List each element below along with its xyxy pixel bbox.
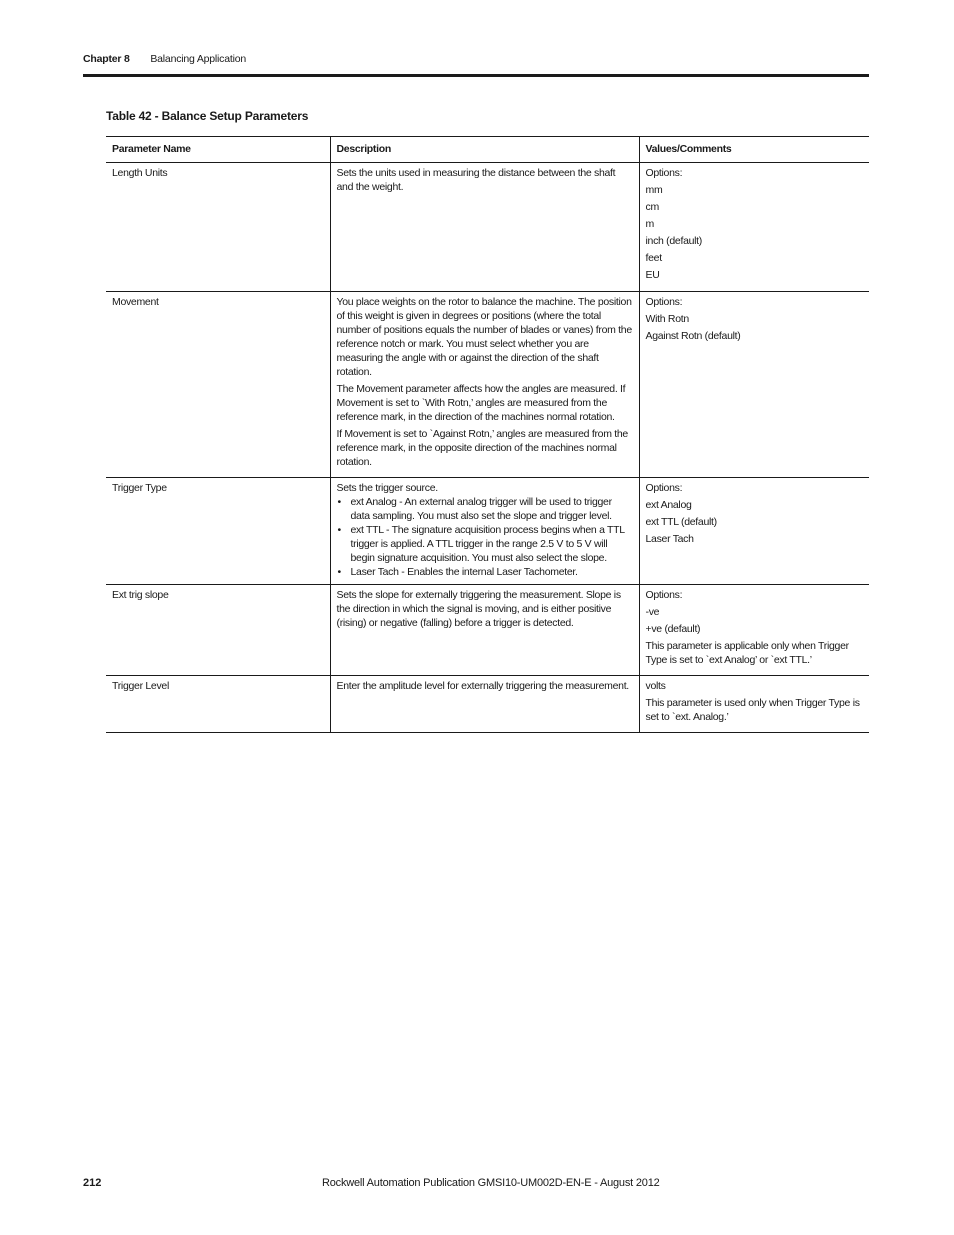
- value-item: Options:: [645, 167, 683, 179]
- value-item: inch (default): [645, 235, 702, 247]
- values-cell: [639, 585, 869, 676]
- parameter-name-cell: Movement: [106, 292, 330, 478]
- value-item: m: [645, 218, 654, 230]
- description-text: If Movement is set to `Against Rotn,’ angles are measured from the reference mark, in the opposite direction of the machines normal rotation.: [336, 428, 628, 468]
- value-item: Laser Tach: [645, 533, 694, 545]
- value-item: EU: [645, 269, 660, 281]
- description-cell: [330, 478, 639, 585]
- value-item: This parameter is applicable only when Trigger Type is set to `ext Analog’ or `ext TTL.’: [645, 640, 849, 666]
- page-number: 212: [83, 1177, 102, 1189]
- balance-setup-parameters-table: [106, 136, 869, 733]
- values-cell: [639, 292, 869, 478]
- bullet-item: • Laser Tach - Enables the internal Laser Tachometer.: [337, 565, 633, 579]
- table-row: [106, 585, 869, 676]
- table-row: [106, 292, 869, 478]
- table-row: [106, 676, 869, 733]
- value-item: Options:: [645, 482, 683, 494]
- values-cell: [639, 163, 869, 292]
- table-row: [106, 478, 869, 585]
- value-item: With Rotn: [645, 313, 689, 325]
- column-header-description: Description: [330, 137, 639, 163]
- table-row: [106, 163, 869, 292]
- value-item: ext TTL (default): [645, 516, 717, 528]
- value-item: cm: [645, 201, 659, 213]
- parameter-name-cell: Ext trig slope: [106, 585, 330, 676]
- table-caption: Table 42 - Balance Setup Parameters: [106, 109, 309, 123]
- value-item: +ve (default): [645, 623, 701, 635]
- running-header: [83, 53, 246, 65]
- value-item: This parameter is used only when Trigger Type is set to `ext. Analog.’: [645, 697, 860, 723]
- parameter-name-cell: Trigger Type: [106, 478, 330, 585]
- value-item: feet: [645, 252, 662, 264]
- description-cell: [330, 676, 639, 733]
- column-header-parameter-name: Parameter Name: [106, 137, 330, 163]
- header-rule: [83, 74, 869, 77]
- values-cell: [639, 676, 869, 733]
- description-text: The Movement parameter affects how the angles are measured. If Movement is set to `With Rotn,’ angles are measured from the reference mark, in the direction of the machines normal rotation.: [336, 383, 626, 423]
- description-cell: [330, 163, 639, 292]
- description-text: You place weights on the rotor to balance the machine. The position of this weight is given in degrees or positions (where the total number of positions equals the number of blades or vanes) from the reference notch or mark. You must select whether you are measuring the angle with or against the direction of the shaft rotation.: [336, 296, 632, 378]
- parameter-name-cell: Length Units: [106, 163, 330, 292]
- table-header-row: [106, 137, 869, 163]
- description-text: Sets the slope for externally triggering the measurement. Slope is the direction in which the signal is moving, and is either positive (rising) or negative (falling) before a trigger is detected.: [336, 589, 621, 629]
- value-item: Options:: [645, 296, 683, 308]
- section-title: Balancing Application: [150, 53, 246, 65]
- parameter-name-cell: Trigger Level: [106, 676, 330, 733]
- bullet-list: [337, 495, 633, 579]
- column-header-values-comments: Values/Comments: [639, 137, 869, 163]
- value-item: volts: [645, 680, 666, 692]
- description-text: Sets the trigger source.: [336, 482, 438, 494]
- description-cell: [330, 585, 639, 676]
- bullet-item: • ext TTL - The signature acquisition process begins when a TTL trigger is applied. A TTL trigger in the range 2.5 V to 5 V will begin signature acquisition. You must also select the slope.: [337, 523, 633, 565]
- value-item: ext Analog: [645, 499, 692, 511]
- values-cell: [639, 478, 869, 585]
- value-item: Options:: [645, 589, 683, 601]
- description-text: Enter the amplitude level for externally triggering the measurement.: [336, 680, 629, 692]
- description-cell: [330, 292, 639, 478]
- publication-footer: Rockwell Automation Publication GMSI10-UM002D-EN-E - August 2012: [322, 1177, 660, 1189]
- value-item: mm: [645, 184, 663, 196]
- value-item: -ve: [645, 606, 660, 618]
- value-item: Against Rotn (default): [645, 330, 741, 342]
- bullet-item: • ext Analog - An external analog trigger will be used to trigger data sampling. You must also set the slope and trigger level.: [337, 495, 633, 523]
- chapter-label: Chapter 8: [83, 53, 130, 65]
- description-text: Sets the units used in measuring the distance between the shaft and the weight.: [336, 167, 616, 193]
